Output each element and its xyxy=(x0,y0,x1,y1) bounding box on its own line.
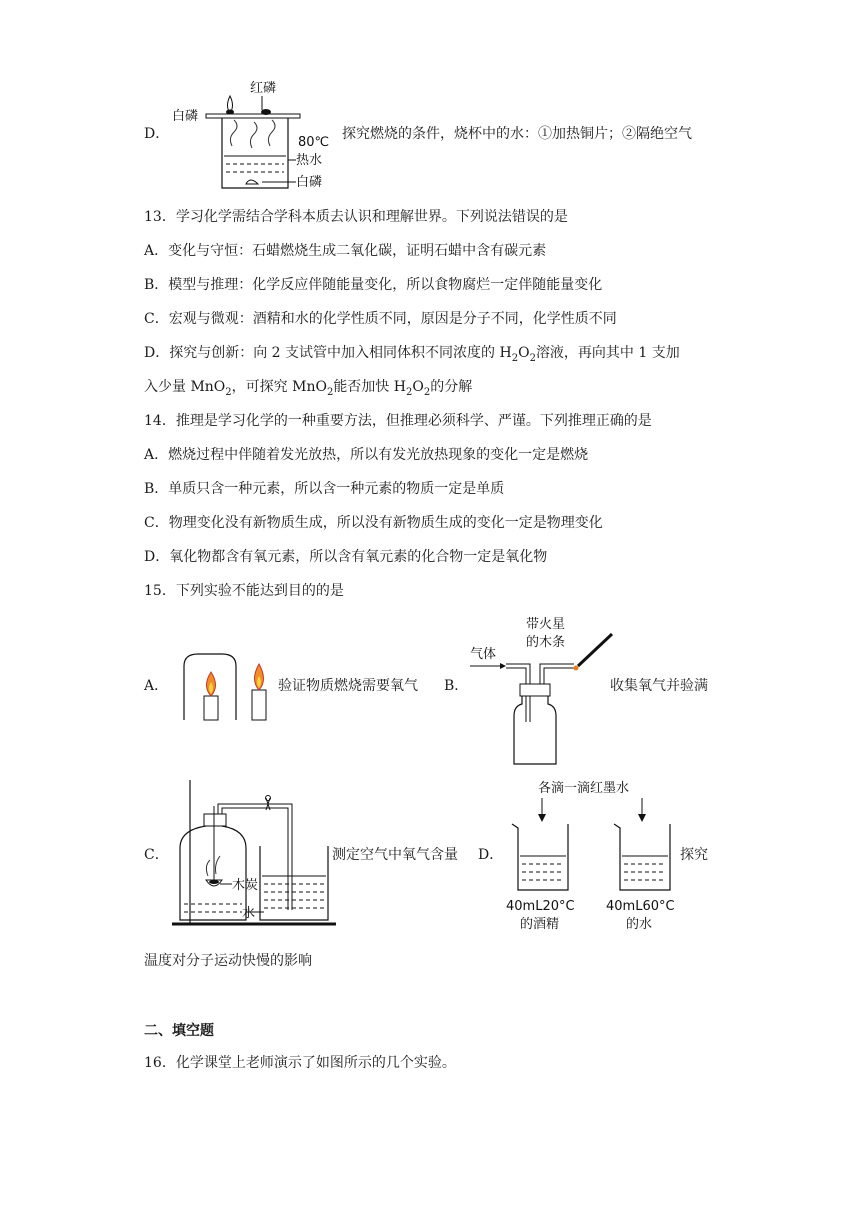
splint-label-1: 带火星 xyxy=(526,617,566,632)
q13-option-c: C．宏观与微观：酒精和水的化学性质不同，原因是分子不同，化学性质不同 xyxy=(144,311,617,327)
q12-d-letter: D． xyxy=(144,126,170,142)
splint-label-2: 的木条 xyxy=(526,635,566,650)
charcoal-label: 木炭 xyxy=(232,878,259,893)
q15-d-text: 探究 xyxy=(680,847,708,863)
q15-b-letter: B． xyxy=(444,678,469,694)
q15-c-letter: C． xyxy=(144,847,169,863)
oxygen-content-figure xyxy=(170,776,340,926)
q13-option-a: A．变化与守恒：石蜡燃烧生成二氧化碳，证明石蜡中含有碳元素 xyxy=(144,243,547,259)
white-phosphorus-top-label: 白磷 xyxy=(172,109,199,124)
gas-collection-figure xyxy=(466,612,626,772)
temperature-label: 80℃ xyxy=(298,135,330,150)
alcohol-caption-1: 40mL20°C xyxy=(506,899,575,914)
section-heading: 二、填空题 xyxy=(144,1023,214,1039)
q14-option-a: A．燃烧过程中伴随着发光放热，所以有发光放热现象的变化一定是燃烧 xyxy=(144,447,589,463)
q15-c-text: 测定空气中氧气含量 xyxy=(332,847,458,863)
q14-option-d: D．氧化物都含有氧元素，所以含有氧元素的化合物一定是氧化物 xyxy=(144,549,548,565)
q15-b-text: 收集氧气并验满 xyxy=(610,678,708,694)
candle-jar-figure xyxy=(176,652,276,722)
gas-label: 气体 xyxy=(470,647,497,662)
white-phosphorus-bottom-label: 白磷 xyxy=(296,175,323,190)
q15-stem: 15．下列实验不能达到目的的是 xyxy=(144,583,344,599)
q13-option-d-line2: 入少量 MnO$_2$，可探究 MnO$_2$能否加快 $H_2O_2$的分解 xyxy=(144,379,473,398)
q12-d-text: 探究燃烧的条件，烧杯中的水：①加热铜片；②隔绝空气 xyxy=(342,126,692,142)
q16-stem: 16．化学课堂上老师演示了如图所示的几个实验。 xyxy=(144,1055,456,1071)
q13-option-d-line1: D．探究与创新：向 2 支试管中加入相同体积不同浓度的 $H_2O_2$溶液，再向其中 1 支加 xyxy=(144,345,680,364)
q15-a-text: 验证物质燃烧需要氧气 xyxy=(278,678,418,694)
q13-option-b: B．模型与推理：化学反应伴随能量变化，所以食物腐烂一定伴随能量变化 xyxy=(144,277,603,293)
red-ink-label: 各滴一滴红墨水 xyxy=(538,781,630,796)
water-caption-2: 的水 xyxy=(626,917,653,932)
q14-option-c: C．物理变化没有新物质生成，所以没有新物质生成的变化一定是物理变化 xyxy=(144,515,603,531)
combustion-condition-figure xyxy=(170,76,340,196)
q15-a-letter: A． xyxy=(144,678,169,694)
water-label: 水 xyxy=(242,906,256,921)
water-caption-1: 40mL60°C xyxy=(606,899,675,914)
q15-d-continuation: 温度对分子运动快慢的影响 xyxy=(144,953,312,969)
q15-d-letter: D． xyxy=(478,847,504,863)
q14-option-b: B．单质只含一种元素，所以含一种元素的物质一定是单质 xyxy=(144,481,505,497)
molecule-motion-figure xyxy=(502,776,682,936)
q14-stem: 14．推理是学习化学的一种重要方法，但推理必须科学、严谨。下列推理正确的是 xyxy=(144,413,652,429)
red-phosphorus-label: 红磷 xyxy=(250,81,277,96)
hot-water-label: 热水 xyxy=(296,153,323,168)
alcohol-caption-2: 的酒精 xyxy=(520,917,560,932)
q13-stem: 13．学习化学需结合学科本质去认识和理解世界。下列说法错误的是 xyxy=(144,209,568,225)
